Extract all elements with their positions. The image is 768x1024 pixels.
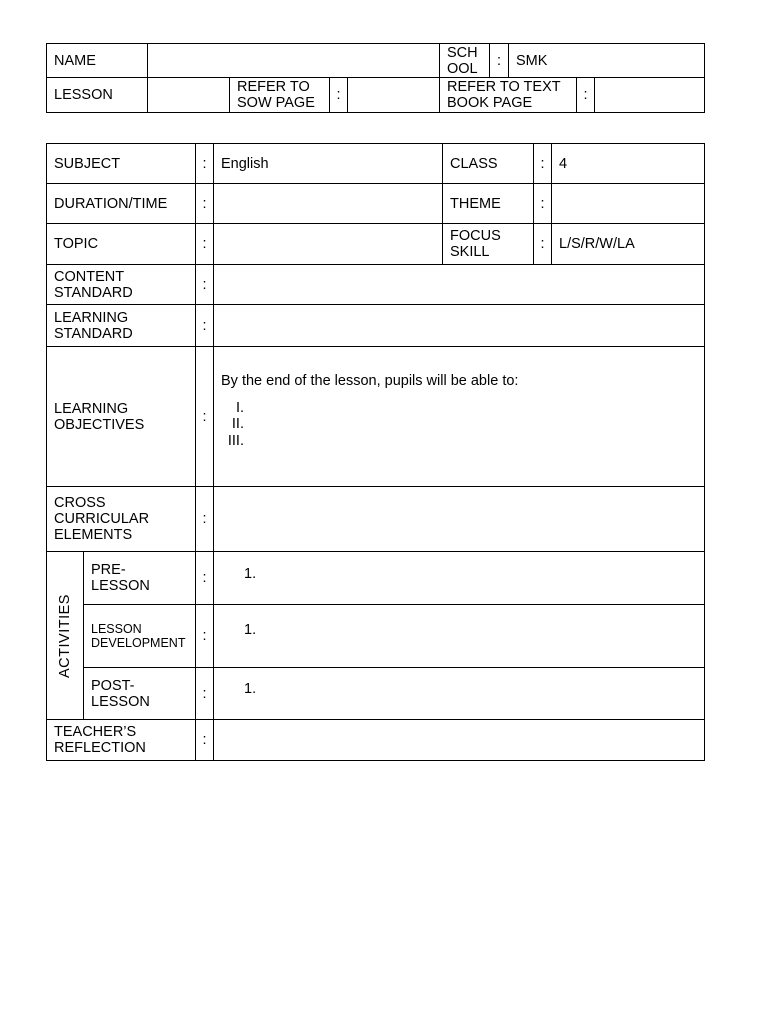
focus-skill-field[interactable]: L/S/R/W/LA (559, 236, 635, 252)
lesson-development-field[interactable]: 1. (244, 622, 257, 638)
lesson-label: LESSON (54, 87, 113, 103)
objective-item: I. (235, 400, 244, 416)
sow-page-label: REFER TO SOW PAGE (237, 79, 315, 111)
content-standard-field[interactable] (214, 265, 704, 304)
name-label: NAME (54, 52, 96, 69)
colon: : (540, 195, 545, 212)
colon: : (202, 276, 207, 293)
rule (46, 112, 705, 113)
lesson-development-label: LESSON DEVELOPMENT (91, 622, 186, 650)
colon: : (202, 570, 207, 586)
duration-label: DURATION/TIME (54, 195, 168, 212)
teachers-reflection-field[interactable] (214, 720, 704, 760)
objective-item: II. (231, 416, 244, 432)
colon: : (202, 685, 207, 702)
textbook-page-label: REFER TO TEXT BOOK PAGE (447, 79, 561, 111)
sow-colon: : (336, 87, 341, 103)
post-lesson-label: POST- LESSON (91, 677, 150, 710)
cross-curricular-label: CROSS CURRICULAR ELEMENTS (54, 495, 150, 543)
rule (46, 760, 705, 761)
content-standard-label: CONTENT STANDARD (54, 268, 133, 301)
duration-field[interactable] (214, 184, 442, 223)
colon: : (202, 195, 207, 212)
school-label: SCH OOL (447, 44, 478, 77)
textbook-page-field[interactable] (595, 78, 704, 112)
colon: : (540, 155, 545, 172)
objectives-intro: By the end of the lesson, pupils will be able to: (221, 373, 519, 389)
textbook-colon: : (583, 87, 588, 103)
school-colon: : (496, 52, 502, 69)
learning-standard-field[interactable] (214, 305, 704, 346)
theme-field[interactable] (552, 184, 704, 223)
topic-field[interactable] (214, 224, 442, 264)
colon: : (540, 236, 545, 252)
activities-label: ACTIVITIES (56, 593, 73, 678)
learning-standard-label: LEARNING STANDARD (54, 309, 133, 342)
name-field[interactable] (148, 44, 439, 77)
pre-lesson-label: PRE- LESSON (91, 562, 150, 594)
colon: : (202, 732, 207, 748)
rule (704, 43, 705, 113)
colon: : (202, 236, 207, 252)
rule (704, 143, 705, 761)
class-field[interactable]: 4 (559, 155, 568, 172)
colon: : (202, 155, 207, 172)
colon: : (202, 511, 207, 527)
learning-objectives-field[interactable] (214, 347, 704, 486)
pre-lesson-field[interactable]: 1. (244, 566, 257, 582)
theme-label: THEME (450, 195, 501, 212)
sow-page-field[interactable] (348, 78, 439, 112)
colon: : (202, 408, 207, 425)
subject-field[interactable]: English (221, 155, 269, 172)
focus-skill-label: FOCUS SKILL (450, 228, 501, 260)
teachers-reflection-label: TEACHER’S REFLECTION (54, 724, 146, 756)
school-field[interactable]: SMK (516, 52, 548, 69)
topic-label: TOPIC (54, 236, 99, 252)
cross-curricular-field[interactable] (214, 487, 704, 551)
subject-label: SUBJECT (54, 155, 121, 172)
colon: : (202, 317, 207, 334)
objective-item: III. (227, 433, 244, 449)
lesson-field[interactable] (148, 78, 229, 112)
colon: : (202, 628, 207, 644)
post-lesson-field[interactable]: 1. (244, 681, 257, 697)
class-label: CLASS (450, 155, 498, 172)
learning-objectives-label: LEARNING OBJECTIVES (54, 400, 145, 433)
